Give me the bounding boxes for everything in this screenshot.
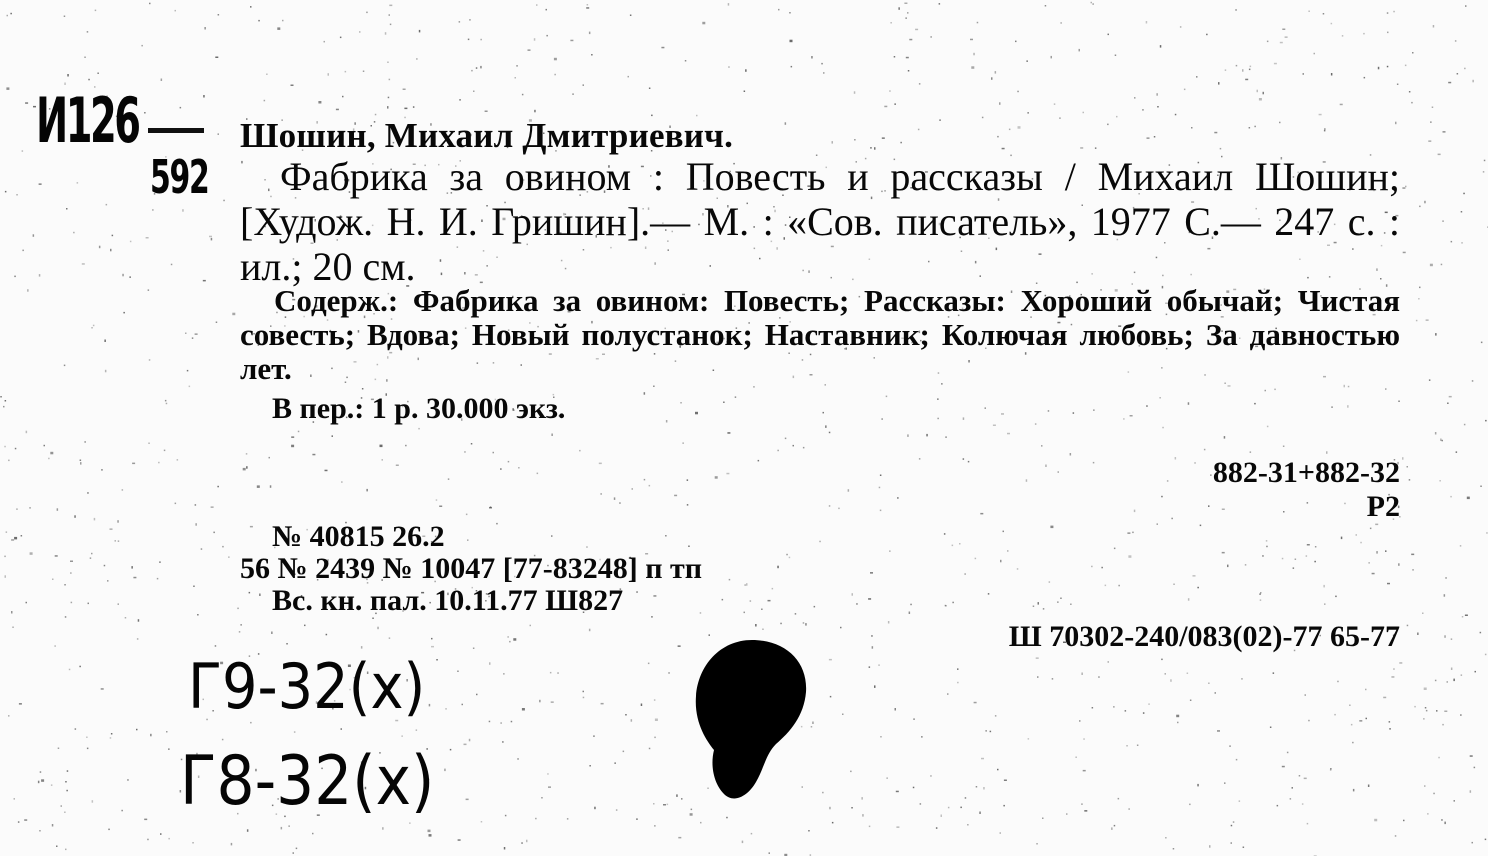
contents-line-1: Содерж.: Фабрика за овином: Повесть; Рассказы: Хороший обычай; (274, 283, 1284, 318)
contents-line-3: За давностью лет. (240, 317, 1401, 386)
record-line: 56 № 2439 № 10047 [77-83248] п тп (240, 552, 703, 585)
shelfmark-number: 592 (150, 150, 209, 204)
record-number: № 40815 26.2 (272, 520, 445, 553)
contents-note (240, 284, 1400, 386)
author-heading: Шошин, Михаил Дмитриевич. (240, 116, 734, 155)
shelfmark-handwritten: И126 (36, 84, 139, 157)
title-line-3: 1977 С.— 247 с. : ил.; 20 см. (240, 199, 1401, 289)
title-line-2: Шошин; [Худож. Н. И. Гришин].— М. : «Сов. писатель», (240, 154, 1401, 244)
publication-code: Ш 70302-240/083(02)-77 65-77 (1008, 620, 1400, 653)
book-chamber-line: Вс. кн. пал. 10.11.77 Ш827 (272, 584, 624, 617)
contents-line-2: Чистая совесть; Вдова; Новый полустанок; Наставник; Колючая любовь; (240, 283, 1400, 352)
ink-blot (690, 636, 810, 806)
title-line-1: Фабрика за овином : Повесть и рассказы / Михаил (280, 154, 1234, 199)
handwritten-note-2: Г8-32(х) (180, 742, 435, 821)
classification-index: 882-31+882-32 (1212, 456, 1400, 489)
price-line: В пер.: 1 р. 30.000 экз. (272, 392, 566, 425)
handwritten-note-1: Г9-32(х) (188, 650, 426, 723)
shelfmark-divider (148, 128, 204, 133)
classification-code: Р2 (1366, 490, 1400, 523)
title-block (240, 154, 1400, 289)
